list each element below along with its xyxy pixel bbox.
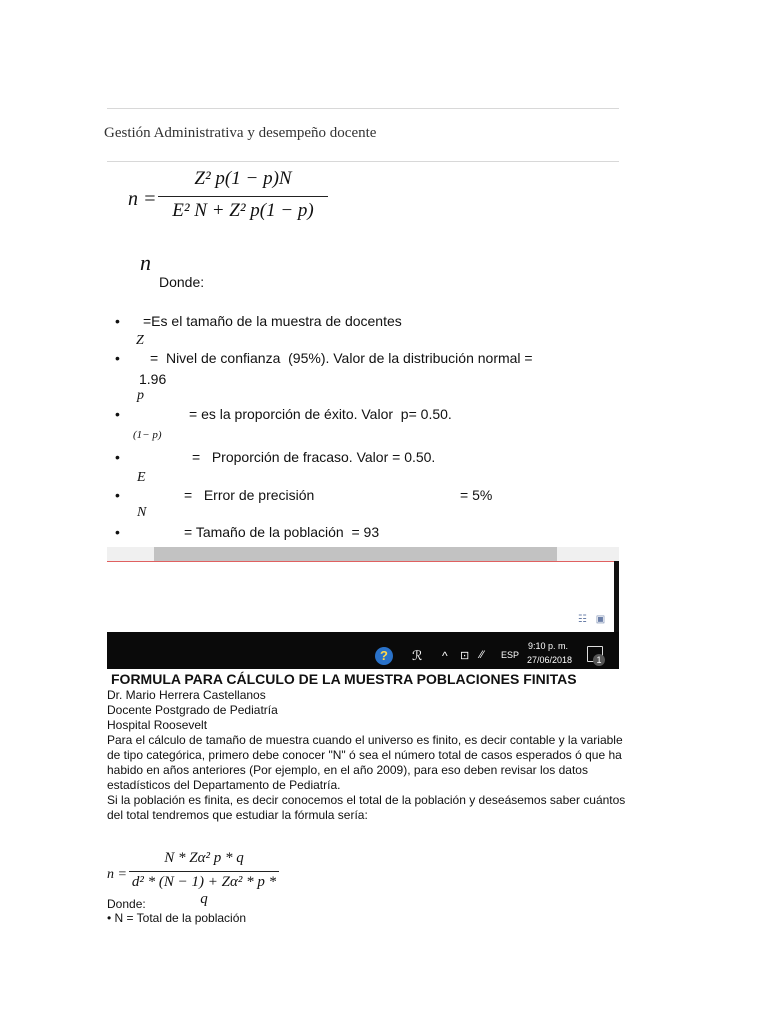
fraction-bar xyxy=(158,196,328,197)
symbol-p: p xyxy=(137,388,144,403)
paragraph-line: estadísticos del Departamento de Pediatría. xyxy=(107,778,341,792)
article-heading: FORMULA PARA CÁLCULO DE LA MUESTRA POBLACIONES FINITAS xyxy=(111,671,577,687)
definition-line: • N = Total de la población xyxy=(107,911,247,925)
formula2-denominator: d² * (N − 1) + Zα² * p * q xyxy=(131,874,277,907)
definition-z: = Nivel de confianza (95%). Valor de la distribución normal = xyxy=(150,350,533,366)
definition-population: = Tamaño de la población = 93 xyxy=(184,524,380,540)
clock-date[interactable]: 27/06/2018 xyxy=(527,655,573,665)
bullet: • xyxy=(115,350,120,366)
sample-size-formula xyxy=(128,168,328,232)
definition-p: = es la proporción de éxito. Valor p= 0.50. xyxy=(189,406,452,422)
formula2-numerator: N * Zα² p * q xyxy=(164,850,244,866)
battery-icon[interactable]: ⊡ xyxy=(460,650,470,662)
paragraph-line: Si la población es finita, es decir conocemos el total de la población y deseásemos saber cuántos xyxy=(107,793,626,807)
bullet: • xyxy=(115,449,120,465)
author-line: Dr. Mario Herrera Castellanos xyxy=(107,688,266,702)
symbol-n-population: N xyxy=(137,505,147,520)
formula-denominator: E² N + Z² p(1 − p) xyxy=(172,200,314,221)
title-divider xyxy=(107,161,619,162)
paragraph-line: habido en años anteriores (Por ejemplo, en el año 2009), para eso deben revisar los datos xyxy=(107,763,588,777)
formula-fraction xyxy=(158,168,328,222)
donde-label: Donde: xyxy=(107,897,146,911)
symbol-1-minus-p: (1− p) xyxy=(133,429,162,441)
chevron-up-icon[interactable]: ^ xyxy=(442,649,448,663)
help-icon[interactable]: ? xyxy=(375,647,393,665)
scrollbar-thumb[interactable] xyxy=(154,547,557,561)
definition-n: =Es el tamaño de la muestra de docentes xyxy=(143,313,402,329)
top-divider xyxy=(107,108,619,109)
formula2-lhs: n = xyxy=(107,867,127,882)
paragraph-line: de tipo categórica, primero debe conocer "N" ó sea el número total de casos esperados ó que ha xyxy=(107,748,622,762)
horizontal-scrollbar[interactable] xyxy=(107,547,619,561)
bullet: • xyxy=(115,313,120,329)
bullet: • xyxy=(115,524,120,540)
definition-1-minus-p: = Proporción de fracaso. Valor = 0.50. xyxy=(192,449,436,465)
definition-z-value: 1.96 xyxy=(139,371,167,387)
fraction-bar xyxy=(129,871,279,872)
definition-e: = Error de precisión xyxy=(184,487,315,503)
formula-numerator: Z² p(1 − p)N xyxy=(194,168,292,189)
paragraph-line: del total tendremos que estudiar la fórmula sería: xyxy=(107,808,368,822)
people-icon[interactable]: ℛ xyxy=(412,648,423,663)
red-divider xyxy=(107,561,619,562)
clock-time[interactable]: 9:10 p. m. xyxy=(528,641,569,651)
notification-badge: 1 xyxy=(593,654,605,666)
author-line: Docente Postgrado de Pediatría xyxy=(107,703,278,717)
paragraph-line: Para el cálculo de tamaño de muestra cuando el universo es finito, es decir contable y la variable xyxy=(107,733,623,747)
symbol-z: Z xyxy=(136,333,144,348)
author-line: Hospital Roosevelt xyxy=(107,718,208,732)
wifi-icon[interactable]: ⁄⁄ xyxy=(480,649,484,661)
donde-label: Donde: xyxy=(159,274,205,290)
windows-taskbar xyxy=(107,632,619,669)
doc-title: Gestión Administrativa y desempeño docente xyxy=(104,125,377,141)
n-symbol: n xyxy=(140,250,151,275)
definition-e-value: = 5% xyxy=(460,487,493,503)
formula2-fraction xyxy=(129,850,279,908)
bullet: • xyxy=(115,406,120,422)
bullet: • xyxy=(115,487,120,503)
formula-lhs: n = xyxy=(128,188,157,210)
language-indicator[interactable]: ESP xyxy=(501,650,520,660)
symbol-e: E xyxy=(137,470,146,485)
view-icons[interactable]: ☷ ▣ xyxy=(578,614,609,625)
